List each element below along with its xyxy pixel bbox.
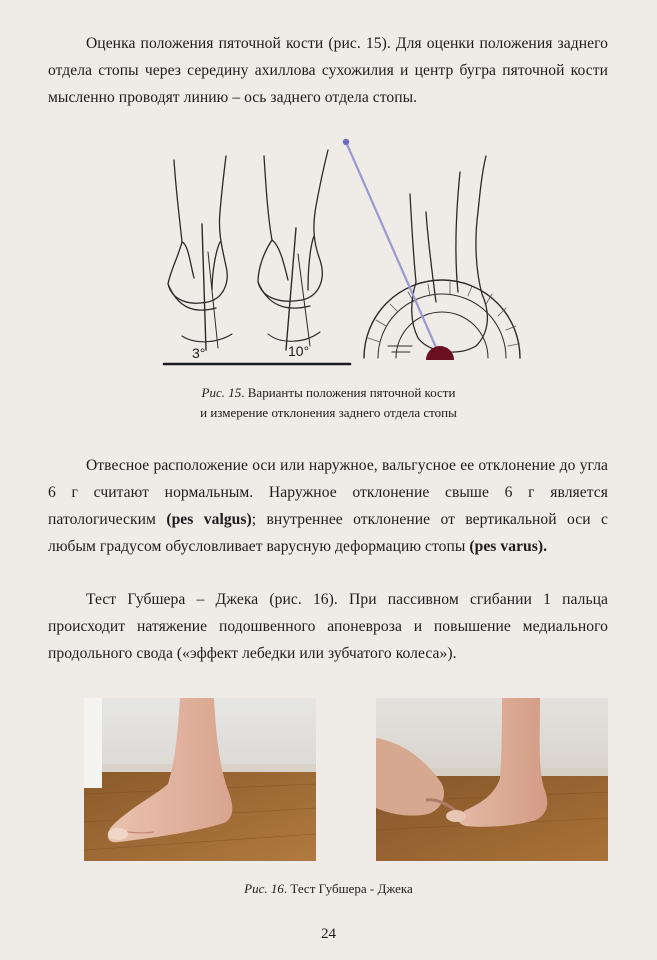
paragraph-jack-test: Тест Губшера – Джека (рис. 16). При пассивном сгибании 1 пальца происходит натяжение подошвенного апоневроза и повышение медиального продольного свода («эффект лебедки или зубчатого колеса»). bbox=[48, 591, 608, 662]
paragraph-axis-deviation bbox=[48, 452, 608, 560]
figure-15-caption-line1: . Варианты положения пяточной кости bbox=[241, 385, 456, 400]
term-pes-valgus: (pes valgus) bbox=[166, 511, 252, 528]
p2-text-1: Отвесное расположение оси или наружное, вальгусное ее отклонение до угла 6 г считают нормальным. Наружное отклонение свыше 6 г является патологическим bbox=[48, 457, 608, 528]
figure-16-caption bbox=[0, 879, 657, 899]
page-number: 24 bbox=[321, 926, 336, 942]
angle-label-left: 3° bbox=[192, 345, 206, 361]
figure-15-caption-label: Рис. 15 bbox=[201, 385, 242, 400]
photo-foot-right bbox=[376, 698, 608, 861]
figure-15-caption bbox=[0, 383, 657, 423]
heel-drawing-middle bbox=[258, 150, 328, 350]
angle-label-right: 10° bbox=[288, 343, 310, 359]
paragraph-heel-position: Оценка положения пяточной кости (рис. 15). Для оценки положения заднего отдела стопы через середину ахиллова сухожилия и центр бугра пяточной кости мысленно проводят линию – ось заднего отдела стопы. bbox=[48, 35, 608, 106]
figure-16-caption-text: . Тест Губшера - Джека bbox=[283, 881, 413, 896]
p2-text-2: ; внутреннее отклонение от вертикальной оси с любым градусом обусловливает варусную деформацию стопы bbox=[48, 511, 608, 555]
term-pes-varus: (pes varus). bbox=[469, 538, 548, 555]
figure-15-caption-line2: и измерение отклонения заднего отдела стопы bbox=[200, 405, 457, 420]
photo-foot-left bbox=[84, 698, 316, 861]
figure-16-caption-label: Рис. 16 bbox=[244, 881, 284, 896]
heel-drawing-left bbox=[168, 156, 232, 350]
figure-15-heel-drawings bbox=[160, 132, 538, 370]
